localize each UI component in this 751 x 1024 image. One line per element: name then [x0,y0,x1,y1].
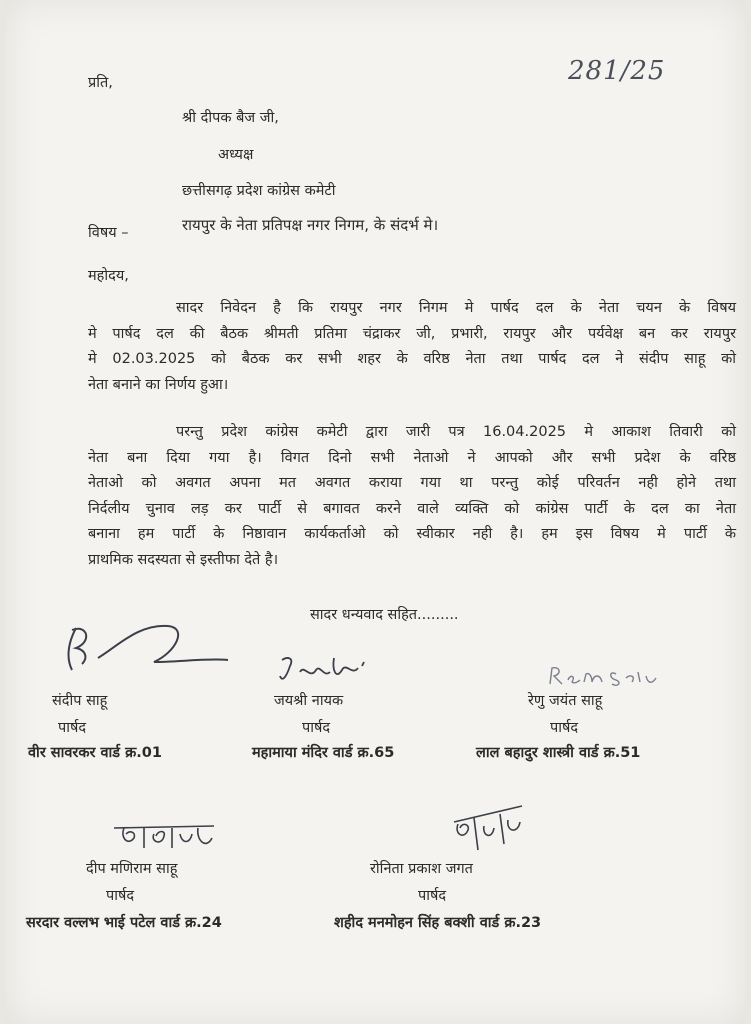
signatory-ward: शहीद मनमोहन सिंह बक्शी वार्ड क्र.23 [334,915,542,931]
signature-ronita-prakash-jagat [448,800,528,860]
signatory-ward: महामाया मंदिर वार्ड क्र.65 [252,745,395,761]
signatory-name: जयश्री नायक [274,693,344,709]
recipient-org: छत्तीसगढ़ प्रदेश कांग्रेस कमेटी [182,183,336,199]
signatory-role: पार्षद [58,720,87,736]
signature-renu-sahu [546,664,666,690]
paragraph-line: मे 02.03.2025 को बैठक कर सभी शहर के वरिष्ठ नेता तथा पार्षद दल ने संदीप साहू को [88,351,736,367]
signatory-name: संदीप साहू [52,693,108,709]
signature-jayshree-nayak [276,652,371,686]
signatory-role: पार्षद [418,888,447,904]
letter-sheet [6,0,745,1024]
subject-label: विषय – [88,225,129,241]
signatory-ward: सरदार वल्लभ भाई पटेल वार्ड क्र.24 [26,915,222,931]
signatory-role: पार्षद [550,720,579,736]
paragraph-line: सादर निवेदन है कि रायपुर नगर निगम मे पार्षद दल के नेता चयन के विषय [176,300,736,316]
paragraph-line: बनाना हम पार्टी के निष्ठावान कार्यकर्ताओ को स्वीकार नही है। हम इस विषय मे पार्टी के [88,526,736,542]
subject-text: रायपुर के नेता प्रतिपक्ष नगर निगम, के संदर्भ मे। [182,216,439,234]
paragraph-line: निर्दलीय चुनाव लड़ कर पार्टी से बगावत करने वाले व्यक्ति को कांग्रेस पार्टी के दल का नेता [88,500,736,517]
paragraph-line: नेता बनाने का निर्णय हुआ। [88,376,229,393]
paragraph-line: मे पार्षद दल की बैठक श्रीमती प्रतिमा चंद्राकर जी, प्रभारी, रायपुर और पर्यवेक्ष बन कर रायपुर [88,325,736,342]
paragraph-1 [88,296,736,398]
salutation: महोदय, [88,268,129,284]
to-label: प्रति, [88,75,113,91]
paragraph-2 [88,420,736,573]
paragraph-line: प्राथमिक सदस्यता से इस्तीफा देते है। [88,551,279,568]
signature-sandeep-sahu [58,618,233,678]
handwritten-ref-number: 281/25 [568,56,666,86]
recipient-name: श्री दीपक बैज जी, [182,110,279,126]
signatory-role: पार्षद [106,888,135,904]
signatory-name: रोनिता प्रकाश जगत [370,861,473,877]
signatory-name: दीप मणिराम साहू [86,861,178,877]
recipient-title: अध्यक्ष [218,147,254,163]
paragraph-line: नेता बना दिया गया है। विगत दिनो सभी नेताओ ने आपको और सभी प्रदेश के वरिष्ठ [88,449,736,466]
signatory-ward: वीर सावरकर वार्ड क्र.01 [28,745,162,761]
paragraph-line: परन्तु प्रदेश कांग्रेस कमेटी द्वारा जारी पत्र 16.04.2025 मे आकाश तिवारी को [176,424,736,440]
signatory-role: पार्षद [302,720,331,736]
signatory-name: रेणु जयंत साहू [528,693,603,709]
signature-deep-maniram-sahu [110,820,220,856]
signatory-ward: लाल बहादुर शास्त्री वार्ड क्र.51 [476,745,641,761]
closing-line: सादर धन्यवाद सहित......... [310,607,459,623]
paragraph-line: नेताओ को अवगत अपना मत अवगत कराया गया था परन्तु कोई परिवर्तन नही होने तथा [88,475,736,491]
